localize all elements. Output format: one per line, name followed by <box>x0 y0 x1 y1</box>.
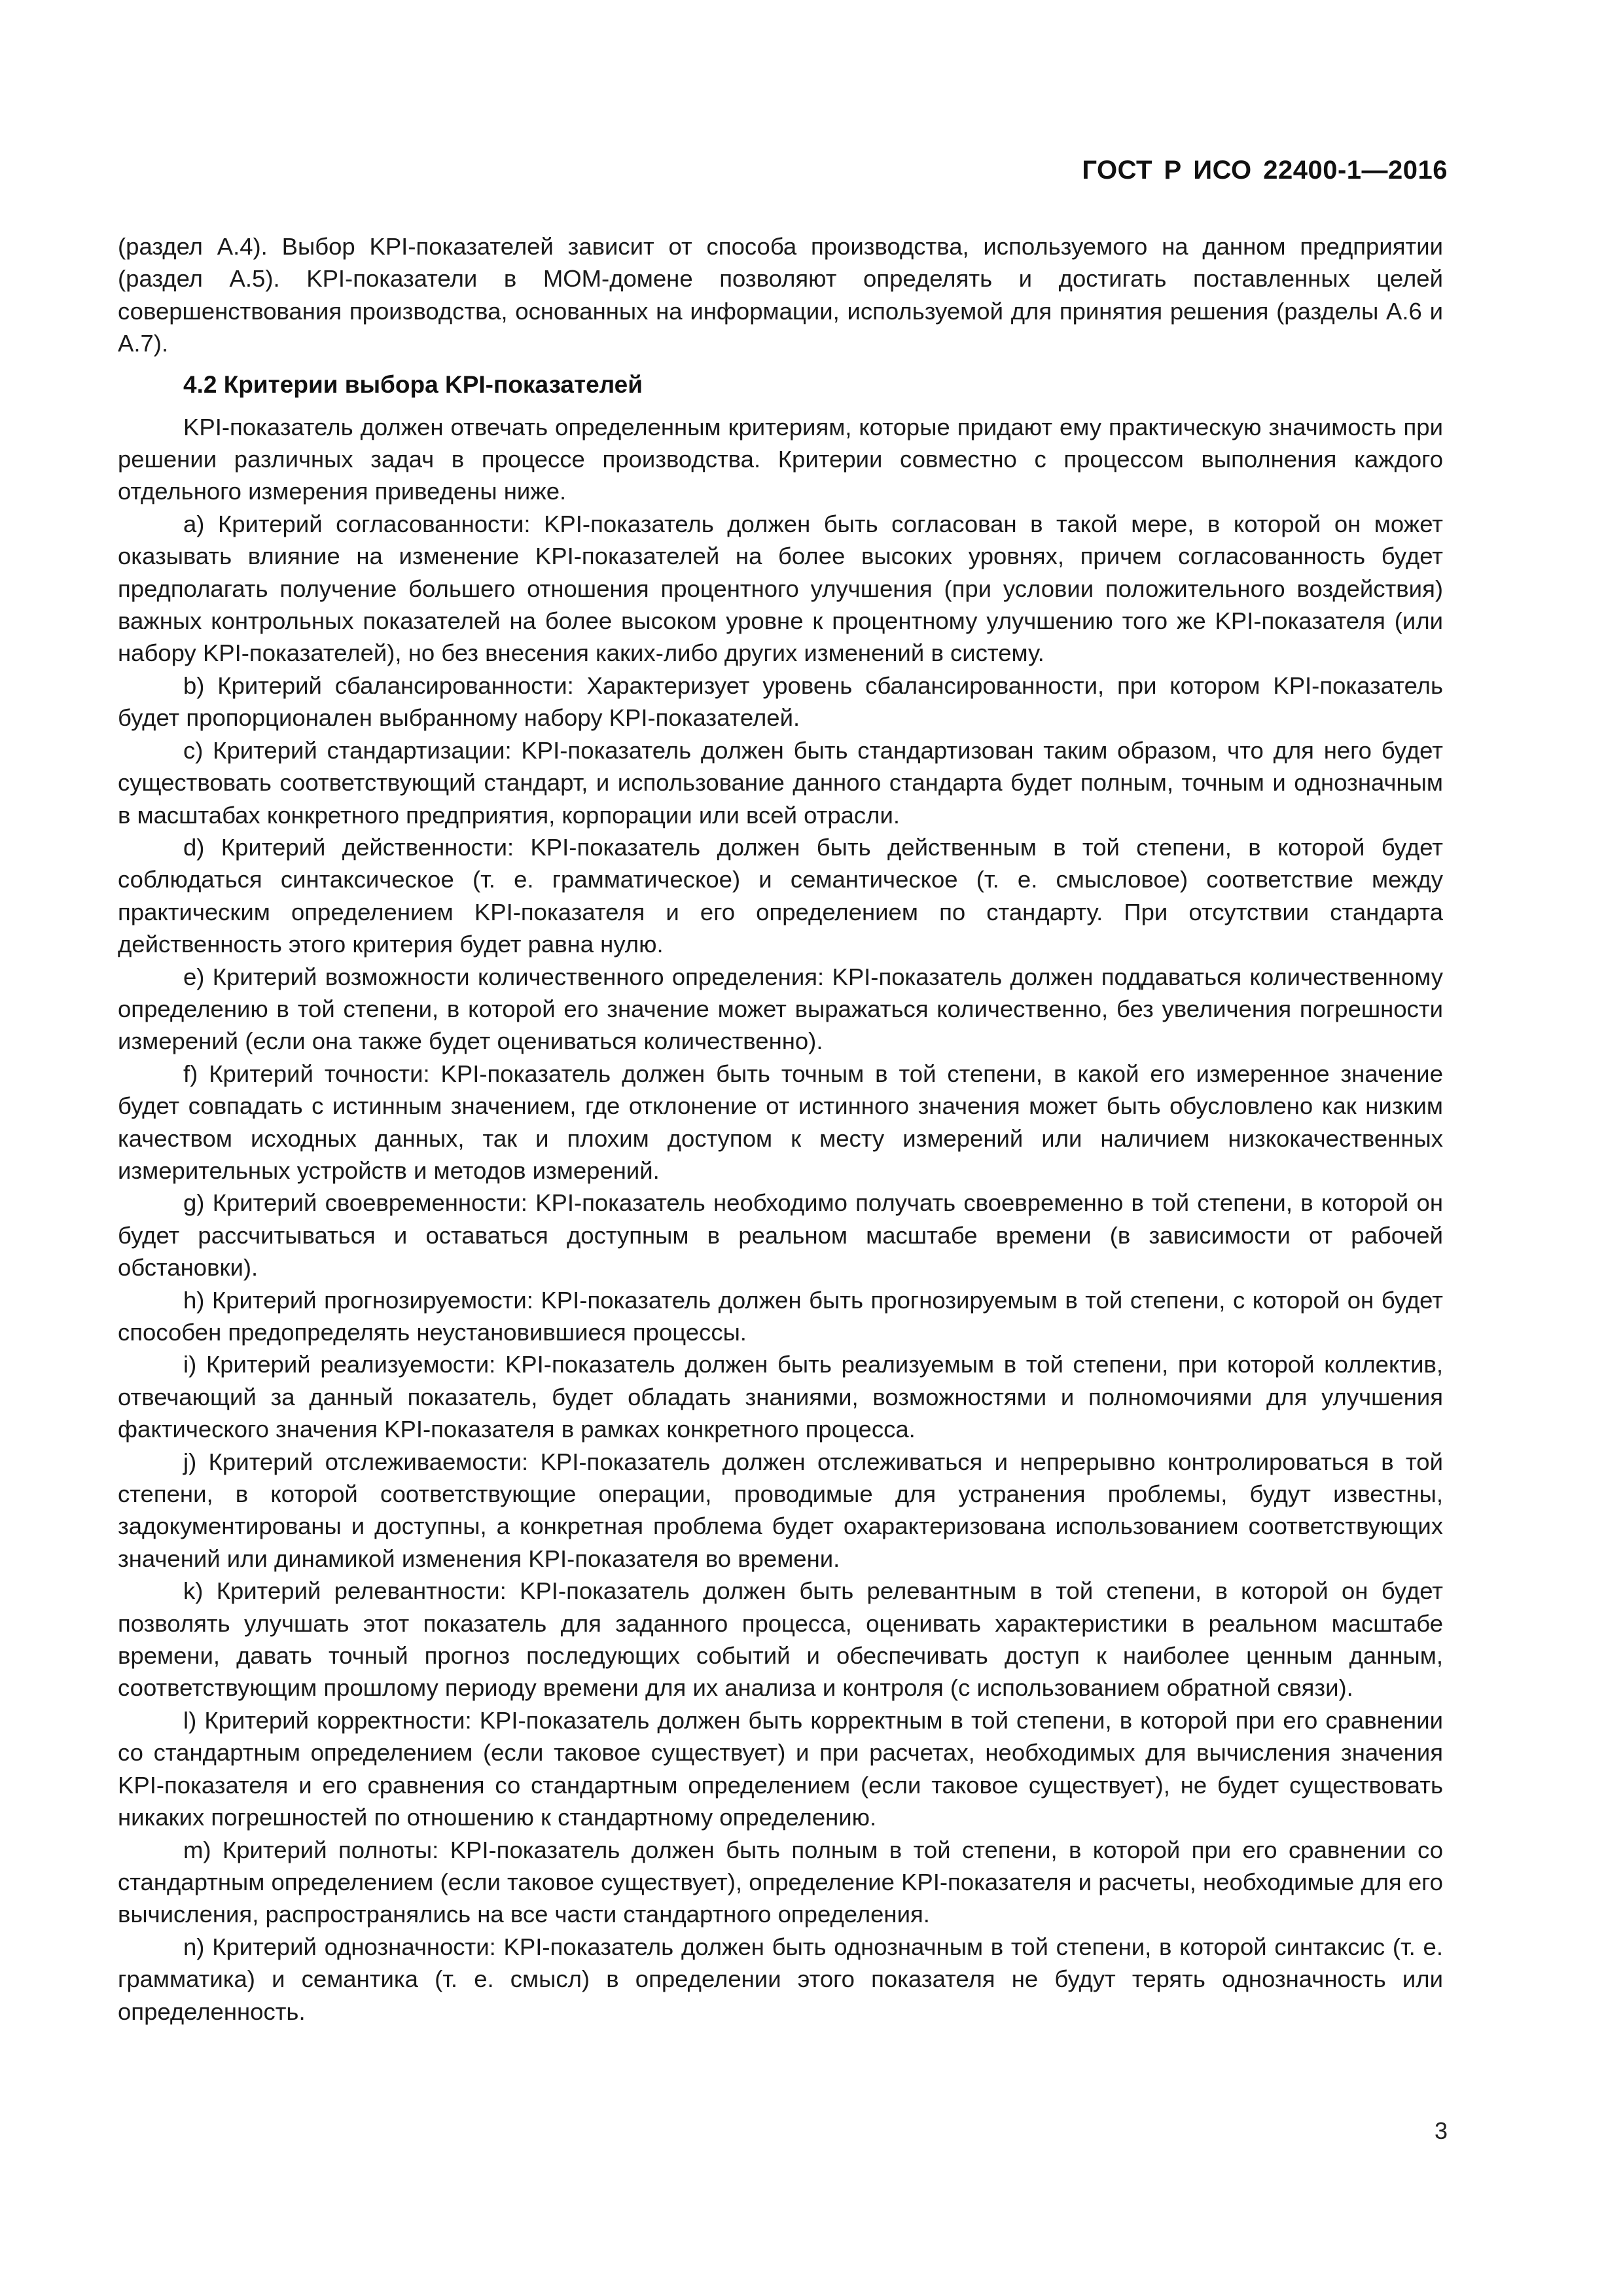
section-heading: 4.2 Критерии выбора KPI-показателей <box>183 370 643 398</box>
criterion-n-paragraph: n) Критерий однозначности: KPI-показатель должен быть однозначным в той степени, в которой синтаксис (т. е. грамматика) и семантика (т. е. смысл) в определении этого показателя не будут терять однозначность или определенность. <box>118 1933 1443 2025</box>
intro-paragraph: (раздел А.4). Выбор KPI-показателей зависит от способа производства, используемого на данном предприятии (раздел А.5). KPI-показатели в МОМ-домене позволяют определять и достигать поставленных целей совершенствования производства, основанных на информации, используемой для принятия решения (разделы А.6 и А.7). <box>118 233 1443 357</box>
lead-paragraph: KPI-показатель должен отвечать определенным критериям, которые придают ему практическую значимость при решении различных задач в процессе производства. Критерии совместно с процессом выполнения каждого отдельного измерения приведены ниже. <box>118 413 1443 505</box>
criterion-k-paragraph: k) Критерий релевантности: KPI-показатель должен быть релевантным в той степени, в которой он будет позволять улучшать этот показатель для заданного процесса, оценивать характеристики в реальном масштабе времени, давать точный прогноз последующих событий и обеспечивать доступ к наиболее ценным данным, соответствующим прошлому периоду времени для их анализа и контроля (с использованием обратной связи). <box>118 1577 1443 1702</box>
page-number: 3 <box>1434 2117 1448 2144</box>
criterion-f-paragraph: f) Критерий точности: KPI-показатель должен быть точным в той степени, в какой его измеренное значение будет совпадать с истинным значением, где отклонение от истинного значения может быть обусловлено как низким качеством исходных данных, так и плохим доступом к месту измерений или наличием низкокачественных измерительных устройств и методов измерений. <box>118 1060 1443 1184</box>
criterion-i-paragraph: i) Критерий реализуемости: KPI-показатель должен быть реализуемым в той степени, при которой коллектив, отвечающий за данный показатель, будет обладать знаниями, возможностями и полномочиями для улучшения фактического значения KPI-показателя в рамках конкретного процесса. <box>118 1351 1443 1443</box>
criterion-e-paragraph: e) Критерий возможности количественного определения: KPI-показатель должен поддаваться количественному определению в той степени, в которой его значение может выражаться количественно, без увеличения погрешности измерений (если она также будет оцениваться количественно). <box>118 963 1443 1055</box>
criterion-m-paragraph: m) Критерий полноты: KPI-показатель должен быть полным в той степени, в которой при его сравнении со стандартным определением (если таковое существует), определение KPI-показателя и расчеты, необходимые для его вычисления, распространялись на все части стандартного определения. <box>118 1836 1443 1928</box>
criterion-c-paragraph: c) Критерий стандартизации: KPI-показатель должен быть стандартизован таким образом, что для него будет существовать соответствующий стандарт, и использование данного стандарта будет полным, точным и однозначным в масштабах конкретного предприятия, корпорации или всей отрасли. <box>118 736 1443 829</box>
criterion-j-paragraph: j) Критерий отслеживаемости: KPI-показатель должен отслеживаться и непрерывно контролироваться в той степени, в которой соответствующие операции, проводимые для устранения проблемы, будут известны, задокументированы и доступны, а конкретная проблема будет охарактеризована использованием соответствующих значений или динамикой изменения KPI-показателя во времени. <box>118 1448 1443 1572</box>
criterion-d-paragraph: d) Критерий действенности: KPI-показатель должен быть действенным в той степени, в которой будет соблюдаться синтаксическое (т. е. грамматическое) и семантическое (т. е. смысловое) соответствие между практическим определением KPI-показателя и его определением по стандарту. При отсутствии стандарта действенность этого критерия будет равна нулю. <box>118 833 1443 958</box>
criterion-b-paragraph: b) Критерий сбалансированности: Характеризует уровень сбалансированности, при котором KPI-показатель будет пропорционален выбранному набору KPI-показателей. <box>118 672 1443 732</box>
document-code-header: ГОСТ Р ИСО 22400-1—2016 <box>1082 156 1448 185</box>
criterion-l-paragraph: l) Критерий корректности: KPI-показатель должен быть корректным в той степени, в которой при его сравнении со стандартным определением (если таковое существует) и при расчетах, необходимых для вычисления значения KPI-показателя и его сравнения со стандартным определением (если таковое существует), не будет существовать никаких погрешностей по отношению к стандартному определению. <box>118 1706 1443 1831</box>
criterion-h-paragraph: h) Критерий прогнозируемости: KPI-показатель должен быть прогнозируемым в той степени, с которой он будет способен предопределять неустановившиеся процессы. <box>118 1286 1443 1346</box>
document-body <box>118 230 1443 2028</box>
criterion-g-paragraph: g) Критерий своевременности: KPI-показатель необходимо получать своевременно в той степени, в которой он будет рассчитываться и оставаться доступным в реальном масштабе времени (в зависимости от рабочей обстановки). <box>118 1189 1443 1282</box>
criterion-a-paragraph: a) Критерий согласованности: KPI-показатель должен быть согласован в такой мере, в которой он может оказывать влияние на изменение KPI-показателей на более высоких уровнях, причем согласованность будет предполагать получение большего отношения процентного улучшения (при условии положительного воздействия) важных контрольных показателей на более высоком уровне к процентному улучшению того же KPI-показателя (или набору KPI-показателей), но без внесения каких-либо других изменений в систему. <box>118 510 1443 667</box>
